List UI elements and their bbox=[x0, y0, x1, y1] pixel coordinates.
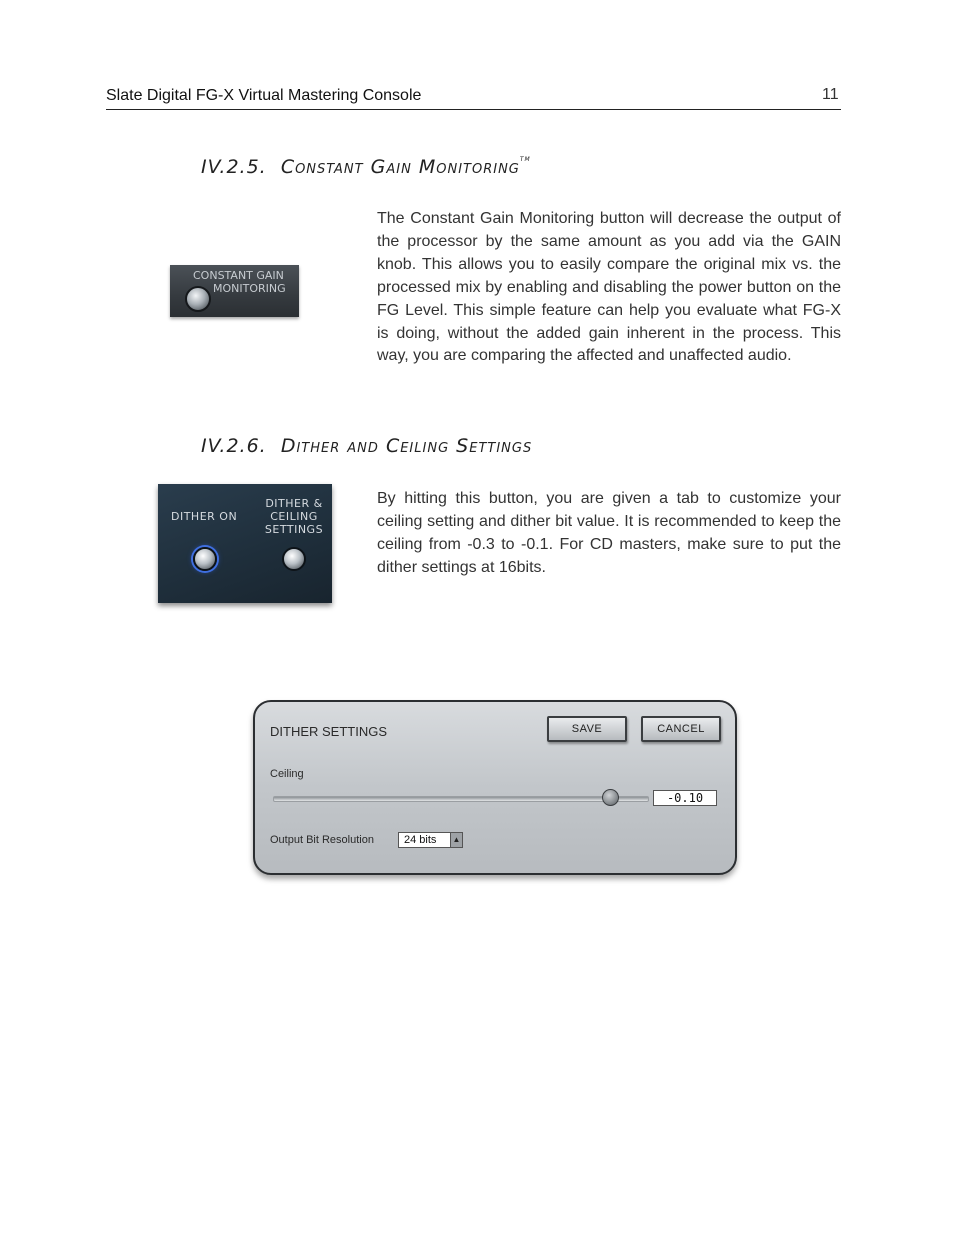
section-heading-dither-ceiling bbox=[201, 435, 532, 457]
bit-resolution-value: 24 bits bbox=[404, 834, 437, 846]
cancel-button[interactable]: CANCEL bbox=[641, 716, 721, 742]
ceiling-value-field[interactable]: -0.10 bbox=[653, 790, 717, 806]
dither-paragraph: By hitting this button, you are given a tab to customize your ceiling setting and dither bit value. It is recommended to keep the ceiling from -0.3 to -0.1. For CD masters, make sure to put the dither settings at 16bits. bbox=[377, 490, 841, 576]
section-title: Dither and Ceiling Settings bbox=[280, 435, 533, 457]
cgm-label-line2: MONITORING bbox=[213, 282, 286, 295]
cgm-label-line1: CONSTANT GAIN bbox=[193, 269, 284, 282]
document-header-title: Slate Digital FG-X Virtual Mastering Console bbox=[106, 87, 422, 104]
section-title: Constant Gain Monitoring bbox=[280, 156, 520, 178]
constant-gain-paragraph: The Constant Gain Monitoring button will decrease the output of the processor by the same amount as you add via the GAIN knob. This allows you to easily compare the original mix vs. the processed mix by enabling and disabling the power button on the FG Level. This simple feature can help you evaluate what FG-X is doing, without the added gain inherent in the process. This way, you are comparing the affected and unaffected audio. bbox=[377, 210, 841, 365]
section-heading-constant-gain bbox=[201, 156, 531, 178]
ceiling-slider-track[interactable] bbox=[273, 796, 649, 802]
ceiling-label: Ceiling bbox=[270, 768, 304, 780]
dither-ceiling-label-line2: CEILING bbox=[270, 510, 318, 523]
header-rule bbox=[106, 109, 841, 110]
dither-panel-image bbox=[158, 484, 332, 603]
bit-resolution-label: Output Bit Resolution bbox=[270, 834, 374, 846]
section-number: IV.2.5. bbox=[201, 156, 267, 178]
power-button-icon bbox=[185, 286, 211, 312]
constant-gain-monitoring-image bbox=[170, 265, 299, 317]
dither-ceiling-label-line1: DITHER & bbox=[265, 497, 323, 510]
dither-ceiling-label-line3: SETTINGS bbox=[264, 523, 324, 536]
dialog-title: DITHER SETTINGS bbox=[270, 724, 388, 739]
stepper-arrows-icon[interactable]: ▲ bbox=[450, 833, 462, 847]
page-number: 11 bbox=[822, 86, 839, 103]
trademark-mark: TM bbox=[519, 156, 531, 163]
dither-settings-dialog bbox=[253, 700, 737, 875]
dither-settings-knob-icon bbox=[282, 547, 306, 571]
dither-on-label: DITHER ON bbox=[171, 510, 238, 523]
save-button[interactable]: SAVE bbox=[547, 716, 627, 742]
ceiling-slider-thumb[interactable] bbox=[602, 789, 619, 806]
dither-on-knob-icon bbox=[193, 547, 217, 571]
bit-resolution-select[interactable] bbox=[398, 832, 463, 848]
section-number: IV.2.6. bbox=[201, 435, 267, 457]
